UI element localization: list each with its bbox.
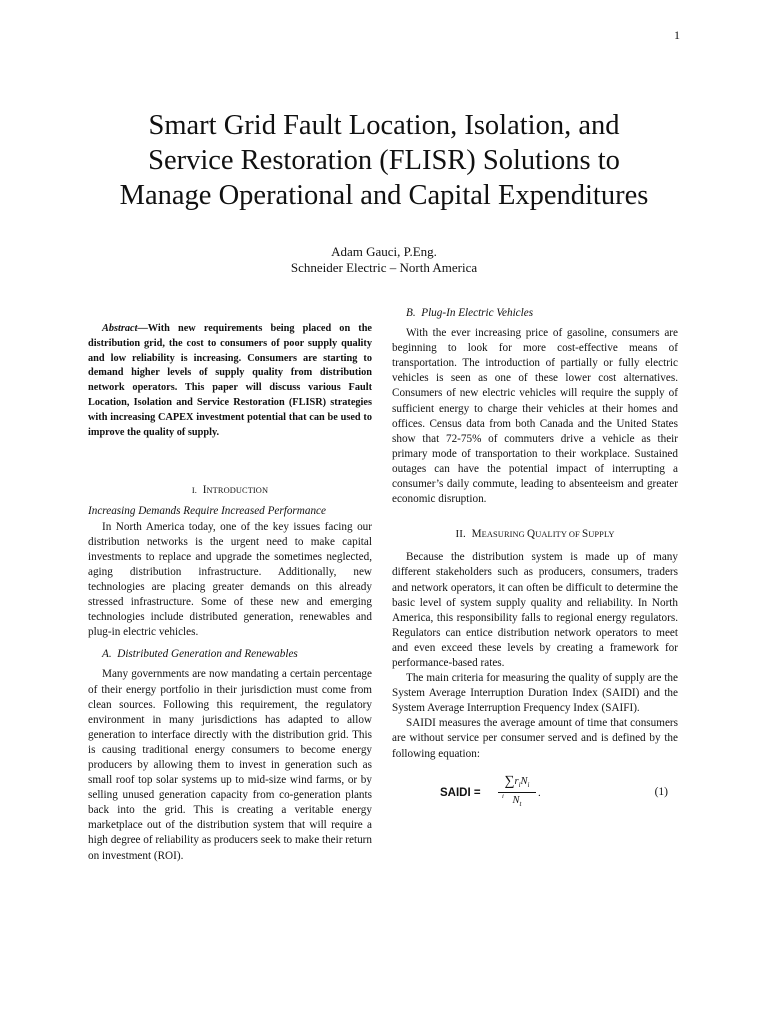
abstract [88,322,372,440]
section-title-cap: S [581,528,589,541]
section-title-rest: NTRODUCTION [206,486,269,496]
page-number: 1 [674,28,680,42]
subheading-plug-in-ev [392,306,678,321]
abstract-label: Abstract [102,323,138,334]
subheading-title: Distributed Generation and Renewables [117,648,298,661]
title-line: Service Restoration (FLISR) Solutions to [148,145,620,176]
equation-period: . [538,786,541,799]
author-block [160,244,608,276]
right-column [392,306,678,820]
denominator-sub: t [519,799,522,808]
section-heading-measuring-quality [392,527,678,542]
section-title-rest: UPPLY [588,530,615,540]
section-numeral: I. [191,486,197,496]
paragraph: Because the distribution system is made up of many different stakeholders such as producers, consumers, traders and network operators, it can often be difficult to determine the basic level of system supply quality and reliability. In North America, this responsibility falls to regional energy regulators. Regulators can entice distribution network operators to meet and even exceed these levels by creating a framework for performance-based rates. [392,551,678,669]
equation-saidi [392,772,678,820]
author-affiliation: Schneider Electric – North America [290,260,478,275]
section-title-cap: M [471,528,482,541]
section-numeral: II. [455,528,466,541]
paragraph: SAIDI measures the average amount of time that consumers are without service per consumer served and is defined by the following equation: [392,717,678,760]
section-title-rest: UALITY OF [535,530,582,540]
paragraph: Many governments are now mandating a certain percentage of their energy portfolio in their jurisdiction must come from clean sources. Following this requirement, the regulatory environment in many jurisdictions has adapted to allow generation to interface directly with the distribution grid. This is causing traditional energy consumers to become energy producers by allowing them to invest in generation such as small roof top solar systems up to mid-size wind farms, or by selling unused generation capacity from co-generation plants back into the grid. This is creating a veritable energy marketplace out of the distribution system that will require a high degree of reliability as producers seek to make their return on investment (ROI). [88,668,372,862]
equation-fraction [496,772,538,812]
subheading-title: Plug-In Electric Vehicles [421,307,534,319]
paragraph: In North America today, one of the key issues facing our distribution networks is the urgent need to make capital investments to replace and upgrade the sometimes neglected, aging distribution infrastructure. Additionally, new technologies are placing greater demands on this already stressed infrastructure. Some of these new and emerging technologies include distributed generation, renewables and plug-in electric vehicles. [88,520,372,639]
title-line: Smart Grid Fault Location, Isolation, and [148,110,620,141]
numerator-r: r [514,775,519,787]
section-title-rest: EASURING [481,530,528,540]
sum-index: i [502,792,504,800]
numerator-sub: i [527,780,530,789]
author-name: Adam Gauci, P.Eng. [331,244,437,259]
sum-symbol: ∑ [504,773,515,789]
subheading-label: B. [406,307,416,319]
abstract-dash: — [137,323,148,334]
paper-title [60,108,708,213]
left-column [88,322,372,864]
subheading-label: A. [102,648,112,661]
equation-lhs: SAIDI = [440,786,481,799]
subheading-increasing-demands: Increasing Demands Require Increased Performance [88,505,326,518]
section-title-cap: I [202,484,207,497]
section-title-cap: Q [527,528,536,541]
numerator-n: N [520,775,528,787]
equation-number: (1) [654,785,668,798]
paragraph: With the ever increasing price of gasoline, consumers are beginning to look for more cost-effective means of transportation. The introduction of partially or fully electric vehicles is seen as one of these lower cost alternatives. Consumers of new electric vehicles will require the supply of sufficient energy to charge their vehicles at their homes and offices. Census data from both Canada and the United States show that 72-75% of commuters drive a vehicle as their primary mode of transportation to their workplace. Sustained outages can have the potential impact of interrupting a consumer’s daily commute, leading to absenteeism and greater economic disruption. [392,327,678,506]
title-line: Manage Operational and Capital Expenditures [119,180,649,211]
abstract-text: With new requirements being placed on the distribution grid, the cost to consumers of poor supply quality and low reliability is increasing. Consumers are starting to demand higher levels of supply quality from distribution network operators. This paper will discuss various Fault Location, Isolation and Service Restoration (FLISR) strategies with increasing CAPEX investment potential that can be used to improve the quality of supply. [88,323,372,438]
numerator-sub: i [518,780,521,789]
denominator-n: N [512,794,520,806]
subheading-distributed-generation [88,647,372,662]
section-heading-introduction [88,483,372,498]
paragraph: The main criteria for measuring the quality of supply are the System Average Interruption Duration Index (SAIDI) and the System Average Interruption Frequency Index (SAIFI). [392,672,678,715]
